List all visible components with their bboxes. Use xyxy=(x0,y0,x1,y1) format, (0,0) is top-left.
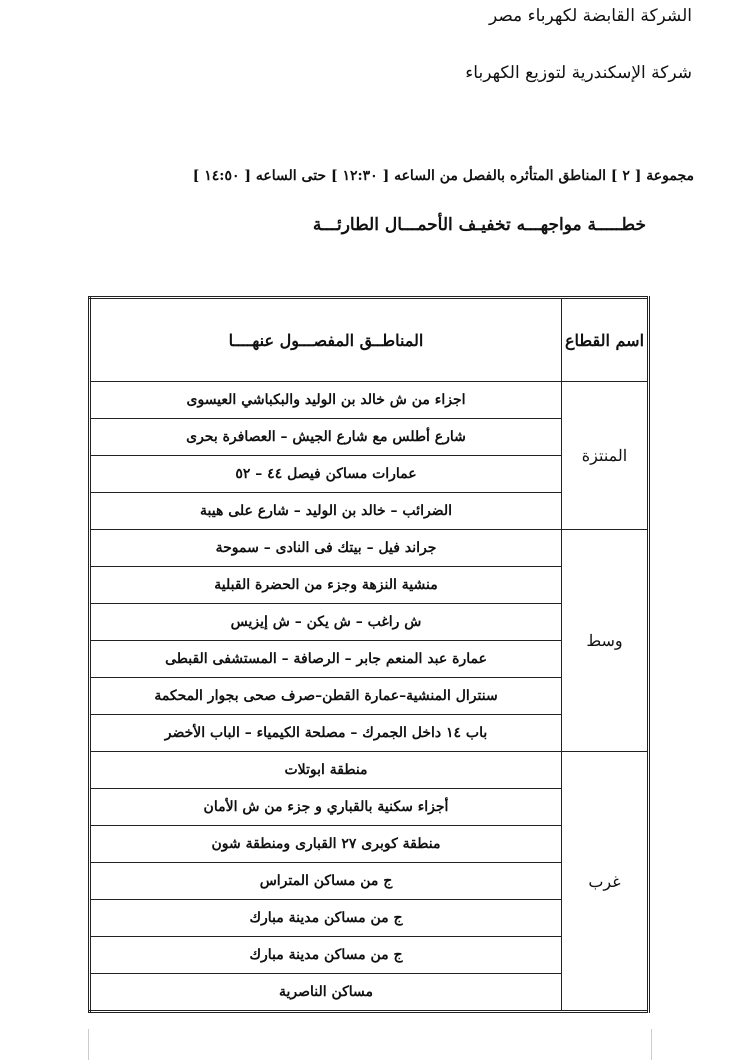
area-cell: ج من مساكن مدينة مبارك xyxy=(90,900,562,937)
table-header-row xyxy=(90,298,649,382)
area-cell: عمارات مساكن فيصل ٤٤ – ٥٢ xyxy=(90,456,562,493)
sector-name-cell: وسط xyxy=(562,530,649,752)
area-cell: منطقة كوبرى ٢٧ القبارى ومنطقة شون xyxy=(90,826,562,863)
distribution-company-name: شركة الإسكندرية لتوزيع الكهرباء xyxy=(465,63,692,83)
area-cell: ش راغب – ش يكن – ش إيزيس xyxy=(90,604,562,641)
holding-company-name: الشركة القابضة لكهرباء مصر xyxy=(488,6,692,26)
area-cell: مساكن الناصرية xyxy=(90,974,562,1012)
area-cell: منطقة ابوتلات xyxy=(90,752,562,789)
area-cell: الضرائب – خالد بن الوليد – شارع على هيبة xyxy=(90,493,562,530)
load-shedding-table xyxy=(88,296,650,1013)
sector-name-cell: المنتزة xyxy=(562,382,649,530)
area-cell: سنترال المنشية–عمارة القطن–صرف صحى بجوار المحكمة xyxy=(90,678,562,715)
table-row xyxy=(90,530,649,567)
area-cell: ج من مساكن المتراس xyxy=(90,863,562,900)
group-schedule-line: مجموعة [ ٢ ] المناطق المتأثره بالفصل من الساعه [ ١٢:٣٠ ] حتى الساعه [ ١٤:٥٠ ] xyxy=(192,168,694,184)
area-cell: باب ١٤ داخل الجمرك – مصلحة الكيمياء – الباب الأخضر xyxy=(90,715,562,752)
area-cell: اجزاء من ش خالد بن الوليد والبكباشي العيسوى xyxy=(90,382,562,419)
area-cell: منشية النزهة وجزء من الحضرة القبلية xyxy=(90,567,562,604)
table-row xyxy=(90,382,649,419)
sector-name-cell: غرب xyxy=(562,752,649,1012)
area-cell: ج من مساكن مدينة مبارك xyxy=(90,937,562,974)
sector-column-header: اسم القطاع xyxy=(562,298,649,382)
area-cell: جراند فيل – بيتك فى النادى – سموحة xyxy=(90,530,562,567)
area-cell: شارع أطلس مع شارع الجيش – العصافرة بحرى xyxy=(90,419,562,456)
table-body xyxy=(90,382,649,1012)
plan-title: خطـــــة مواجهـــه تخفيـف الأحمـــال الطارئـــة xyxy=(312,215,646,235)
table-row xyxy=(90,752,649,789)
areas-column-header: المناطــق المفصـــول عنهــــا xyxy=(90,298,562,382)
area-cell: أجزاء سكنية بالقباري و جزء من ش الأمان xyxy=(90,789,562,826)
area-cell: عمارة عبد المنعم جابر – الرصافة – المستشفى القبطى xyxy=(90,641,562,678)
page-bottom-edge xyxy=(88,1029,652,1060)
